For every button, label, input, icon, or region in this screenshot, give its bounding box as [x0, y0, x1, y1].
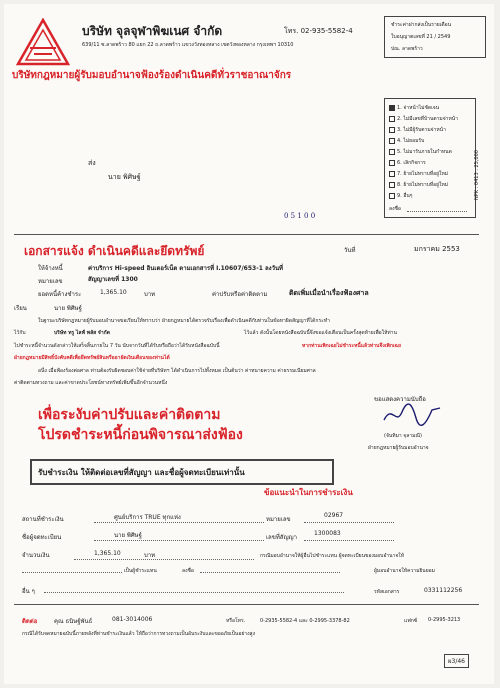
company-name: บริษัท จุลจุฬาพิฆเนศ จำกัด: [82, 24, 223, 38]
recipient-to-label: ส่ง: [88, 159, 96, 167]
paragraph-2-label: ไว้กับ: [14, 330, 26, 336]
footer-contact-name: คุณ ธนิษฐ์พันธ์: [54, 618, 93, 625]
signatory-name: (จันทิมา จุลามณี): [384, 433, 422, 439]
notice-date-value: มกราคม 2553: [414, 245, 460, 253]
pay-number-label: หมายเลข: [266, 516, 291, 523]
return-reason-item: [389, 147, 458, 158]
return-reason-number: 8.: [397, 182, 404, 188]
return-reason-label: ย้ายไม่ทราบที่อยู่ใหม่: [403, 182, 449, 188]
return-reason-number: 2.: [397, 116, 404, 122]
client-value: ค่าบริการ Hi-speed อินเตอร์เน็ต ตามเอกสารที่ I.10607/653-1 ลงวันที่: [88, 265, 283, 272]
return-reason-number: 3.: [397, 127, 404, 133]
pay-reg-value: นาย พิศิษฐ์: [114, 532, 142, 539]
footer-fax: 0-2995-3213: [428, 617, 461, 623]
return-reason-checkbox[interactable]: [389, 171, 395, 177]
return-reason-checkbox[interactable]: [389, 160, 395, 166]
payment-contact-box: [30, 459, 334, 485]
payment-contact-text: รับชำระเงิน ให้ติดต่อเลขที่สัญญา และชื่อผู้จดทะเบียนเท่านั้น: [38, 468, 245, 477]
client-label: ให้จ้างหนี้: [38, 265, 63, 272]
pay-amount-label: จำนวนเงิน: [22, 552, 50, 559]
signatory-title: ฝ่ายกฎหมายผู้รับมอบอำนาจ: [368, 445, 429, 451]
recipient-name: นาย พิศิษฐ์: [108, 173, 141, 181]
pay-other-label: อื่น ๆ: [22, 588, 35, 595]
document-page: [4, 4, 494, 684]
paragraph-3: ไปชำระหนี้จำนวนดังกล่าวให้เสร็จสิ้นภายใน 7 วัน นับจากวันที่ได้รับหรือถือว่าได้รับหนังสือฉบับนี้: [14, 343, 220, 349]
pay-note-2-label: เป็นผู้ชำระแทน: [124, 568, 157, 574]
dear-label: เรียน: [14, 305, 27, 312]
company-address: 639/11 ซ.ลาดพร้าว 80 แยก 22 ถ.ลาดพร้าว แขวงวังทองหลาง เขตวังทองหลาง กรุงเทพฯ 10310: [82, 42, 294, 48]
footer-phone-label: หรือโทร.: [226, 618, 246, 624]
return-reason-item: [389, 103, 458, 114]
return-reason-checkbox[interactable]: [389, 149, 395, 155]
return-reason-label: ไม่ยอมรับ: [403, 138, 425, 144]
return-reason-item: [389, 114, 458, 125]
company-phone: โทร. 02-935-5582-4: [284, 27, 353, 35]
company-logo: [16, 18, 70, 66]
return-reason-item: [389, 169, 458, 180]
footer-disclaimer: กรณีได้รับจดหมายฉบับนี้ภายหลังที่ท่านชำระเงินแล้ว ให้ถือว่าการทวงถามเป็นอันระงับและขออภัยเป็นอย่างสูง: [22, 631, 256, 637]
return-reason-number: 5.: [397, 149, 404, 155]
signature-scribble: [382, 402, 442, 428]
return-reason-label: เลิกกิจการ: [403, 160, 426, 166]
postal-code-scribble: 0 5 1 0 0: [284, 212, 316, 220]
paragraph-6: ค่าติดตามทวงถาม และค่าขาดประโยชน์ทางทรัพย์เพิ่มขึ้นอีกจำนวนหนึ่ง: [14, 380, 168, 386]
pay-note-line: [22, 572, 122, 573]
pay-ref-label: รหัสเอกสาร: [374, 589, 400, 595]
payment-guide: ข้อแนะนำในการชำระเงิน: [264, 488, 353, 497]
respect-text: ขอแสดงความนับถือ: [374, 396, 426, 403]
postage-line-1: ชำระค่าฝากส่งเป็นรายเดือน: [391, 22, 452, 28]
return-reason-item: [389, 191, 458, 202]
amount-label: ยอดหนี้ค้างชำระ: [38, 291, 82, 298]
amount-baht: บาท: [144, 291, 156, 298]
return-reason-checkbox[interactable]: [389, 116, 395, 122]
pay-other-line: [44, 592, 344, 593]
return-reason-checkbox[interactable]: [389, 138, 395, 144]
footer-fax-label: แฟกซ์: [404, 618, 418, 624]
status-value: ติดเพิ่มเมื่อนำเรื่องฟ้องศาล: [289, 289, 369, 297]
return-reasons-box: [384, 98, 476, 218]
pay-sign-line: [200, 572, 340, 573]
paragraph-3-red: หากท่านเพิกเฉยไม่ชำระหนี้แล้วท่านจึงเพิกเฉย: [302, 343, 401, 349]
return-reason-number: 9.: [397, 193, 404, 199]
return-reason-item: [389, 136, 458, 147]
pay-note-2-rest: ผู้มอบอำนาจให้ความยินยอม: [374, 568, 435, 574]
pay-number-value: 02967: [324, 512, 344, 519]
side-code: NPK : 0413 : 25,000: [474, 150, 480, 200]
pay-note-1: กรณีมอบอำนาจให้ผู้อื่นไปชำระแทน ผู้จดทะเบียนของมอบอำนาจให้: [260, 553, 405, 559]
paragraph-5: อนึ่ง เมื่อฟ้องร้องต่อศาล ท่านต้องรับผิดชอบค่าใช้จ่ายที่บริษัทฯ ได้ดำเนินการไปทั้งหมด เป็นต้นว่า ค่าทนายความ ค่าธรรมเนียมศาล: [38, 368, 316, 374]
warning-line-1: เพื่อระงับค่าปรับและค่าติดตาม: [38, 407, 221, 423]
return-reason-item: [389, 180, 458, 191]
pay-amount-baht: บาท: [144, 552, 156, 559]
return-reason-label: อื่นๆ: [403, 193, 413, 199]
return-reason-label: จ่าหน้าไม่ชัดเจน: [403, 105, 440, 111]
contract-value: สัญญาเลขที่ 1300: [88, 276, 138, 283]
return-reason-checkbox[interactable]: [389, 105, 395, 111]
pay-contract-value: 1300083: [314, 530, 341, 537]
footer-stamp: ผ3/46: [444, 654, 469, 668]
pay-contract-label: เลขที่สัญญา: [266, 534, 298, 541]
return-reason-label: ไม่มีผู้รับตามจ่าหน้า: [403, 127, 446, 133]
return-reason-item: [389, 158, 458, 169]
postage-line-2: ใบอนุญาตเลขที่ 21 / 2549: [391, 34, 451, 40]
pay-place-label: สถานที่ชำระเงิน: [22, 516, 64, 523]
postage-box: [384, 16, 486, 58]
return-reason-checkbox[interactable]: [389, 182, 395, 188]
footer-phones: 0-2935-5582-4 และ 0-2995-3378-82: [260, 618, 350, 624]
return-reason-number: 6.: [397, 160, 404, 166]
pay-reg-label: ชื่อผู้จดทะเบียน: [22, 534, 62, 541]
pay-amount-value: 1,365.10: [94, 550, 121, 557]
paragraph-2-rest: ไว้แล้ว ดังนั้นโดยหนังสือฉบับนี้จึงขอแจ้งเตือนเป็นครั้งสุดท้ายเพื่อให้ท่าน: [244, 330, 397, 336]
footer-contact-phone: 081-3014006: [112, 616, 153, 623]
header-banner: บริษัทกฎหมายผู้รับมอบอำนาจฟ้องร้องดำเนินคดีทั่วราชอาณาจักร: [12, 70, 292, 81]
paragraph-4-red: ฝ่ายกฎหมายมีสิทธิ์บังคับคดีเพื่อยึดทรัพย์สินหรืออายัดเงินเดือนของท่านได้: [14, 355, 170, 361]
return-reason-label: ไม่มีเลขที่บ้านตามจ่าหน้า: [403, 116, 458, 122]
notice-title: เอกสารแจ้ง ดำเนินคดีและยึดทรัพย์: [24, 244, 205, 258]
pay-place-line: [94, 522, 264, 523]
notice-date-label: วันที่: [344, 247, 356, 254]
return-signature-label: ลงชื่อ: [389, 206, 401, 212]
footer-divider: [14, 604, 479, 605]
warning-line-2: โปรดชำระหนี้ก่อนพิจารณาส่งฟ้อง: [38, 427, 243, 443]
return-reason-number: 7.: [397, 171, 404, 177]
pay-amount-line: [74, 559, 254, 560]
postage-line-3: ปณ. ลาดพร้าว: [391, 46, 423, 52]
contract-label: หมายเลข: [38, 278, 63, 285]
amount-value: 1,365.10: [100, 289, 127, 296]
return-reason-checkbox[interactable]: [389, 127, 395, 133]
pay-place-value: ศูนย์บริการ TRUE ทุกแห่ง: [114, 514, 181, 521]
return-reason-item: [389, 125, 458, 136]
return-reason-number: 1.: [397, 105, 404, 111]
pay-number-line: [304, 522, 394, 523]
footer-contact-label: ติดต่อ: [22, 618, 38, 625]
pay-ref-value: 0331112256: [424, 587, 463, 594]
pay-contract-line: [304, 540, 394, 541]
return-reason-label: ย้ายไม่ทราบที่อยู่ใหม่: [403, 171, 449, 177]
pay-reg-line: [94, 540, 264, 541]
paragraph-2-company: บริษัท ทรู ไลฟ์ พลัส จำกัด: [54, 330, 110, 336]
return-reason-checkbox[interactable]: [389, 193, 395, 199]
return-reasons-list: [389, 103, 458, 202]
divider: [14, 234, 479, 235]
pay-note-2-sign: ลงชื่อ: [182, 568, 194, 574]
return-reason-label: ไม่มารับภายในกำหนด: [403, 149, 452, 155]
return-signature-line: [407, 211, 467, 212]
status-label: ค่าปรับหรือค่าติดตาม: [212, 291, 268, 298]
paragraph-1: ในฐานะบริษัทกฎหมายผู้รับมอบอำนาจขอเรียนให้ทราบว่า ฝ่ายกฎหมายได้ตรวจรับเรื่องเพื่อดำเนินคดีกับท่านในข้อหาผิดสัญญาที่ได้กระทำ: [38, 318, 330, 324]
dear-value: นาย พิศิษฐ์: [54, 305, 82, 312]
return-reason-number: 4.: [397, 138, 404, 144]
